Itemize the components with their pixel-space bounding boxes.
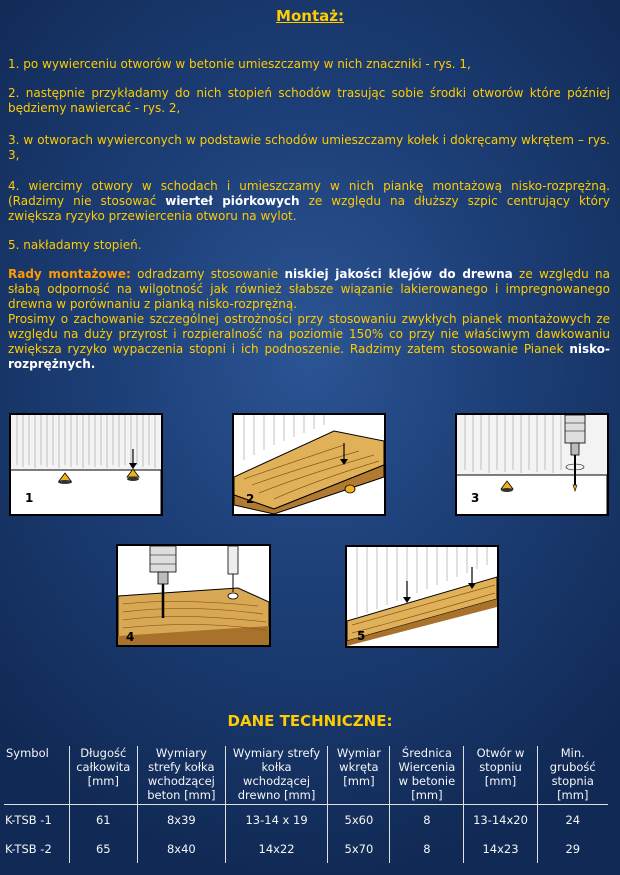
cell-drill-diameter: 8: [390, 834, 464, 863]
advice-text-3: Prosimy o zachowanie szczególnej ostrożności przy stosowaniu zwykłych pianek montażowych ze względu na duży przyrost i rozpieralność na poziomie 150% co przy nie właściwym dawkowaniu zwiększa ryzyko wypaczenia stopni i ich podnoszenie. Radzimy zatem stosowanie Pianek: [8, 312, 610, 356]
table-row: [4, 834, 608, 863]
table-header-row: [4, 746, 608, 805]
page-title: Montaż:: [276, 7, 344, 25]
advice-text-2: ze względu na słabą odporność na wilgotność jak również słabsze wiązanie lakierowanego i impregnowanego drewna w porównaniu z pianką nisko-rozprężną.: [8, 267, 610, 311]
step-1: 1. po wywierceniu otworów w betonie umieszczamy w nich znaczniki - rys. 1,: [8, 57, 471, 71]
header-symbol: Symbol: [4, 746, 69, 805]
advice-bold-1: niskiej jakości klejów do drewna: [284, 267, 513, 281]
table-row: [4, 805, 608, 835]
cell-symbol: K-TSB -2: [4, 834, 69, 863]
advice-paragraph: [8, 267, 610, 372]
step-4-text: 4. wiercimy otwory w schodach i umieszczamy w nich piankę montażową nisko-rozprężną. (Radzimy nie stosować: [8, 179, 610, 208]
header-step-hole: Otwór w stopniu [mm]: [464, 746, 537, 805]
figure-1: [9, 413, 163, 516]
header-screw: Wymiar wkręta [mm]: [328, 746, 390, 805]
step-4-text-end: ze względu na dłuższy szpic centrujący który zwiększa ryzyko przewiercenia otworu na wylot.: [8, 194, 611, 223]
cell-min-thickness: 29: [565, 841, 581, 856]
step-4: [8, 179, 610, 224]
advice-text-1: odradzamy stosowanie: [130, 267, 285, 281]
step-4-bold: wierteł piórkowych: [165, 194, 300, 208]
technical-data-table: [4, 746, 608, 863]
figure-3: [455, 413, 609, 516]
figure-2-number: 2: [246, 492, 255, 506]
technical-data-title: DANE TECHNICZNE:: [227, 712, 393, 730]
header-concrete-zone: Wymiary strefy kołka wchodzącej beton [mm]: [137, 746, 225, 805]
cell-step-hole: 14x23: [464, 834, 537, 863]
cell-wood-zone: 13-14 x 19: [225, 805, 328, 835]
cell-drill-diameter: 8: [390, 805, 464, 835]
header-drill-diameter: Średnica Wiercenia w betonie [mm]: [390, 746, 464, 805]
figure-4-number: 4: [126, 630, 135, 644]
step-5: 5. nakładamy stopień.: [8, 238, 142, 252]
cell-screw: 5x70: [328, 834, 390, 863]
cell-symbol: K-TSB -1: [4, 805, 69, 835]
figure-5: [345, 545, 499, 648]
figure-5-number: 5: [357, 629, 366, 643]
cell-concrete-zone: 8x40: [137, 834, 225, 863]
figure-4: [116, 544, 271, 647]
cell-length: 65: [69, 834, 137, 863]
header-length: Długość całkowita [mm]: [69, 746, 137, 805]
cell-concrete-zone: 8x39: [137, 805, 225, 835]
cell-wood-zone: 14x22: [225, 834, 328, 863]
advice-bold-2: nisko-rozprężnych.: [8, 342, 610, 371]
figure-1-number: 1: [25, 491, 34, 505]
header-wood-zone: Wymiary strefy kołka wchodzącej drewno [mm]: [225, 746, 328, 805]
cell-length: 61: [69, 805, 137, 835]
cell-screw: 5x60: [328, 805, 390, 835]
header-min-thickness: Min. grubość stopnia [mm]: [537, 746, 608, 805]
advice-label: Rady montażowe:: [8, 267, 131, 281]
cell-step-hole: 13-14x20: [464, 805, 537, 835]
figure-2: [232, 413, 386, 516]
figure-3-number: 3: [471, 491, 480, 505]
step-2: 2. następnie przykładamy do nich stopień schodów trasując sobie środki otworów które później będziemy nawiercać - rys. 2,: [8, 86, 610, 115]
cell-min-thickness: 24: [565, 812, 581, 827]
step-3: 3. w otworach wywierconych w podstawie schodów umieszczamy kołek i dokręcamy wkrętem – rys. 3,: [8, 133, 610, 162]
